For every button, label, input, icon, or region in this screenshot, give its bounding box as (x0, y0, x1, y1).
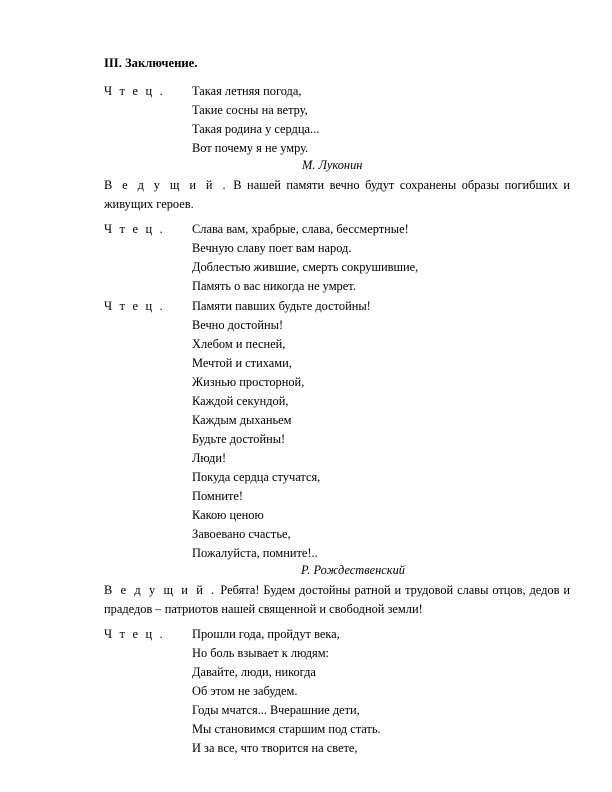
verse-line: Памяти павших будьте достойны! (192, 299, 371, 313)
verse-line: Будьте достойны! (192, 432, 286, 446)
host-paragraph (104, 176, 570, 214)
speaker-label: Ч т е ц . (104, 627, 165, 641)
verse-line: Каждой секундой, (192, 394, 289, 408)
verse-line: Люди! (192, 451, 227, 465)
host-text: В нашей памяти вечно будут сохранены образы погибших и живущих героев. (104, 178, 570, 211)
verse-line: Такие сосны на ветру, (192, 103, 308, 117)
verse-line: Вечно достойны! (192, 318, 284, 332)
verse-line: Годы мчатся... Вчерашние дети, (192, 703, 360, 717)
speaker-label: Ч т е ц . (104, 299, 165, 313)
speaker-label: Ч т е ц . (104, 222, 165, 236)
verse-line: Такая родина у сердца... (192, 122, 320, 136)
verse-line: Доблестью жившие, смерть сокрушившие, (192, 260, 419, 274)
verse-line: Каждым дыханьем (192, 413, 292, 427)
verse-line: Память о вас никогда не умрет. (192, 279, 356, 293)
speaker-label: В е д у щ и й . (104, 178, 228, 192)
verse-line: Пожалуйста, помните!.. (192, 546, 318, 560)
speaker-label: Ч т е ц . (104, 84, 165, 98)
verse-line: Давайте, люди, никогда (192, 665, 316, 679)
verse-line: Завоевано счастье, (192, 527, 291, 541)
verse-line: Мечтой и стихами, (192, 356, 292, 370)
verse-line: Какою ценою (192, 508, 264, 522)
verse-line: Помните! (192, 489, 244, 503)
host-text: Ребята! Будем достойны ратной и трудовой славы отцов, дедов и прадедов – патриотов нашей священной и свободной земли! (104, 583, 570, 616)
verse-line: Об этом не забудем. (192, 684, 298, 698)
host-paragraph (104, 581, 570, 619)
poem-author: Р. Рождественский (301, 563, 405, 577)
verse-line: Мы становимся старшим под стать. (192, 722, 381, 736)
verse-line: Прошли года, пройдут века, (192, 627, 340, 641)
verse-line: Покуда сердца стучатся, (192, 470, 321, 484)
verse-line: Жизнью просторной, (192, 375, 305, 389)
poem-author: М. Луконин (302, 158, 363, 172)
verse-line: Но боль взывает к людям: (192, 646, 329, 660)
speaker-label: В е д у щ и й . (104, 583, 217, 597)
section-title: III. Заключение. (104, 56, 198, 70)
verse-line: Такая летняя погода, (192, 84, 302, 98)
verse-line: Вот почему я не умру. (192, 141, 309, 155)
verse-line: Хлебом и песней, (192, 337, 286, 351)
verse-line: И за все, что творится на свете, (192, 741, 358, 755)
verse-line: Слава вам, храбрые, слава, бессмертные! (192, 222, 409, 236)
verse-line: Вечную славу поет вам народ. (192, 241, 352, 255)
